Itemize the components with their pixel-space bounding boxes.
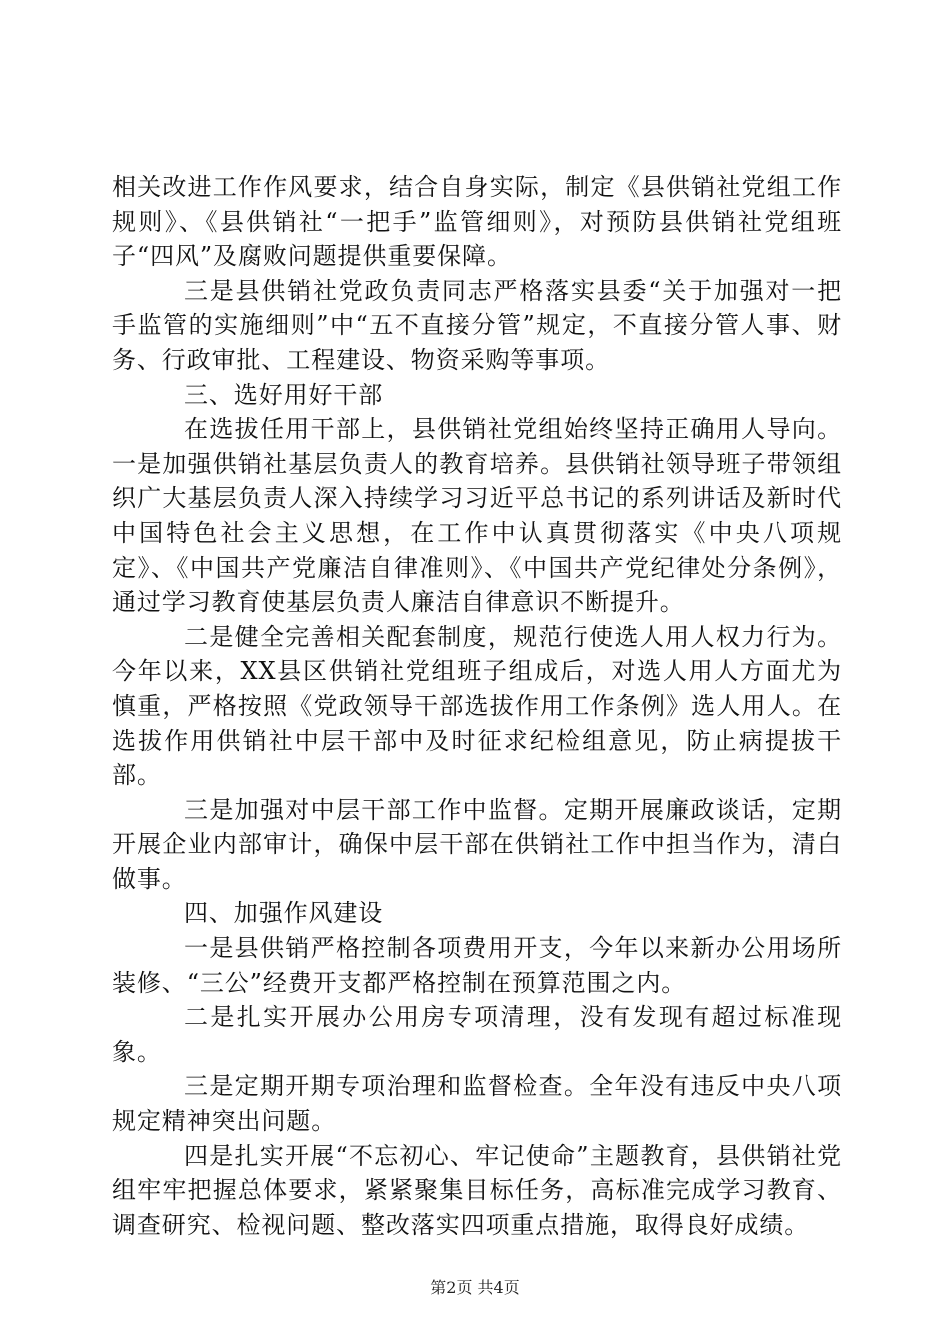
page-footer — [0, 1278, 950, 1298]
paragraph-2: 三是县供销社党政负责同志严格落实县委“关于加强对一把手监管的实施细则”中“五不直接分管”规定，不直接分管人事、财务、行政审批、工程建设、物资采购等事项。 — [112, 276, 842, 374]
page-number: 第2页 共4页 — [430, 1278, 520, 1297]
paragraph-6: 三是加强对中层干部工作中监督。定期开展廉政谈话，定期开展企业内部审计，确保中层干部在供销社工作中担当作为，清白做事。 — [112, 795, 842, 893]
section-heading-4: 四、加强作风建设 — [184, 899, 384, 928]
section-heading-3: 三、选好用好干部 — [184, 380, 384, 409]
paragraph-10: 三是定期开期专项治理和监督检查。全年没有违反中央八项规定精神突出问题。 — [112, 1072, 842, 1136]
document-body — [112, 170, 842, 1242]
paragraph-1: 相关改进工作作风要求，结合自身实际，制定《县供销社党组工作规则》、《县供销社“一把手”监管细则》，对预防县供销社党组班子“四风”及腐败问题提供重要保障。 — [112, 173, 842, 271]
paragraph-5: 二是健全完善相关配套制度，规范行使选人用人权力行为。今年以来，XX县区供销社党组班子组成后，对选人用人方面尤为慎重，严格按照《党政领导干部选拔作用工作条例》选人用人。在选拔作用供销社中层干部中及时征求纪检组意见，防止病提拔干部。 — [112, 622, 842, 790]
paragraph-4: 在选拔任用干部上，县供销社党组始终坚持正确用人导向。一是加强供销社基层负责人的教育培养。县供销社领导班子带领组织广大基层负责人深入持续学习习近平总书记的系列讲话及新时代中国特色社会主义思想，在工作中认真贯彻落实《中央八项规定》、《中国共产党廉洁自律准则》、《中国共产党纪律处分条例》，通过学习教育使基层负责人廉洁自律意识不断提升。 — [112, 415, 842, 617]
paragraph-9: 二是扎实开展办公用房专项清理，没有发现有超过标准现象。 — [112, 1003, 842, 1066]
paragraph-11: 四是扎实开展“不忘初心、牢记使命”主题教育，县供销社党组牢牢把握总体要求，紧紧聚集目标任务，高标准完成学习教育、调查研究、检视问题、整改落实四项重点措施，取得良好成绩。 — [112, 1141, 842, 1239]
paragraph-8: 一是县供销严格控制各项费用开支，今年以来新办公用场所装修、“三公”经费开支都严格控制在预算范围之内。 — [112, 934, 842, 997]
